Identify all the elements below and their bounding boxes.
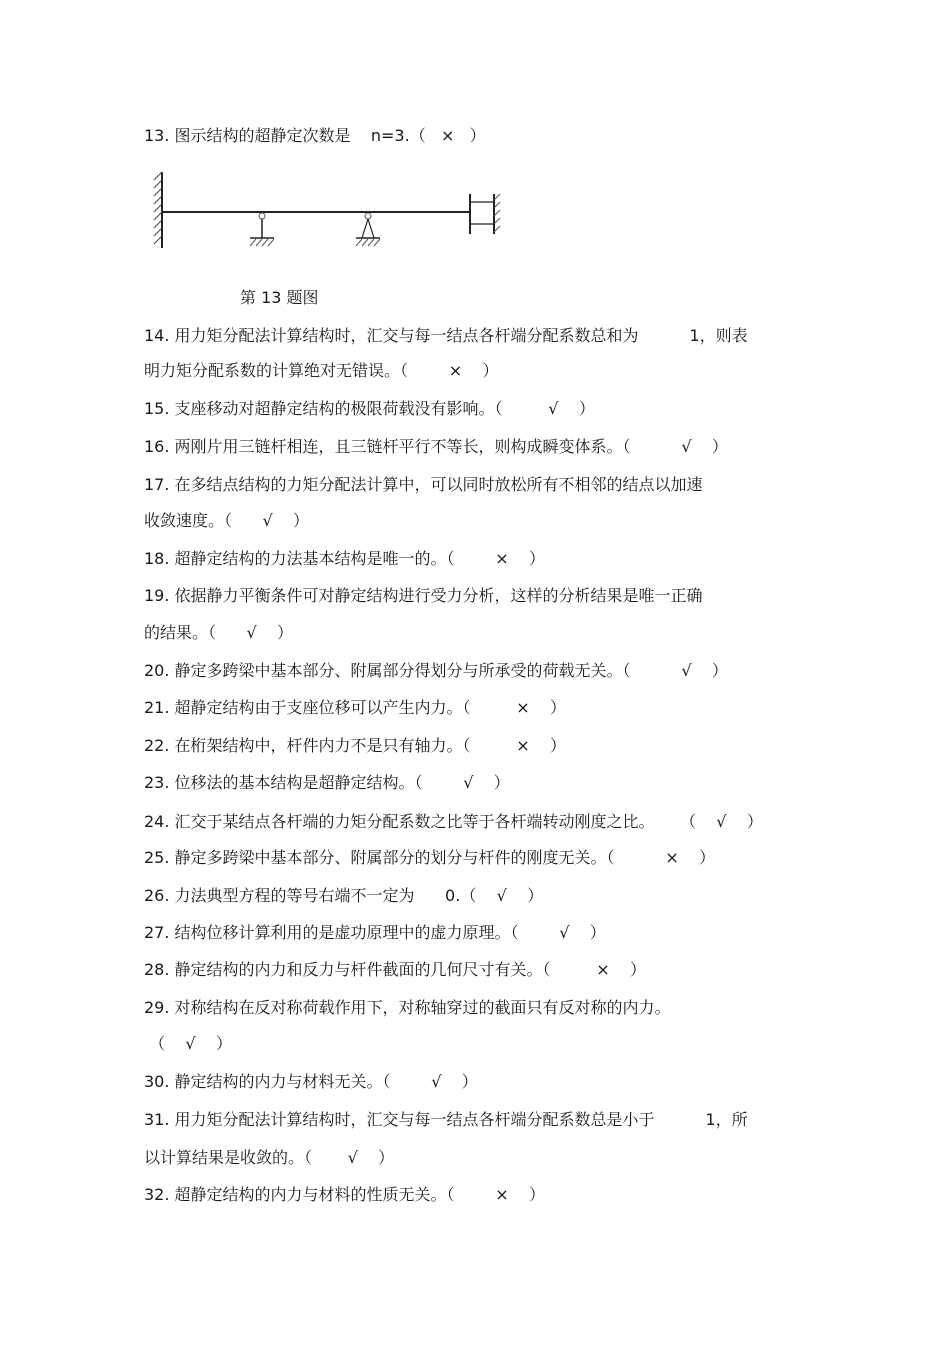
line-2: 15. 支座移动对超静定结构的极限荷载没有影响。（ √ ） [144, 399, 595, 418]
line-10: 21. 超静定结构由于支座位移可以产生内力。（ × ） [144, 698, 567, 717]
beam-diagram-svg [150, 168, 510, 258]
line-0: 14. 用力矩分配法计算结构时，汇交与每一结点各杆端分配系数总和为 1，则表 [144, 326, 748, 345]
line-17: 28. 静定结构的内力和反力与杆件截面的几何尺寸有关。（ × ） [144, 960, 647, 979]
line-7: 19. 依据静力平衡条件可对静定结构进行受力分析，这样的分析结果是唯一正确 [144, 586, 703, 605]
pin-support-2 [356, 213, 380, 246]
line-1: 明力矩分配系数的计算绝对无错误。（ × ） [144, 361, 499, 380]
line-6: 18. 超静定结构的力法基本结构是唯一的。（ × ） [144, 549, 545, 568]
beam-diagram [150, 168, 510, 258]
line-22: 以计算结果是收敛的。（ √ ） [144, 1148, 395, 1167]
pin-support-1 [250, 213, 274, 246]
line-21: 31. 用力矩分配法计算结构时，汇交与每一结点各杆端分配系数总是小于 1，所 [144, 1110, 748, 1129]
line-12: 23. 位移法的基本结构是超静定结构。（ √ ） [144, 773, 510, 792]
line-16: 27. 结构位移计算利用的是虚功原理中的虚力原理。（ √ ） [144, 923, 606, 942]
line-3: 16. 两刚片用三链杆相连，且三链杆平行不等长，则构成瞬变体系。（ √ ） [144, 437, 728, 456]
line-13: 24. 汇交于某结点各杆端的力矩分配系数之比等于各杆端转动刚度之比。 （ √ ） [144, 812, 763, 831]
line-18: 29. 对称结构在反对称荷载作用下，对称轴穿过的截面只有反对称的内力。 [144, 998, 671, 1017]
line-11: 22. 在桁架结构中，杆件内力不是只有轴力。（ × ） [144, 736, 567, 755]
question-13: 13. 图示结构的超静定次数是 n=3.（ × ） [144, 126, 486, 145]
line-19: （ √ ） [144, 1034, 232, 1053]
line-23: 32. 超静定结构的内力与材料的性质无关。（ × ） [144, 1185, 545, 1204]
line-5: 收敛速度。（ √ ） [144, 511, 310, 530]
line-9: 20. 静定多跨梁中基本部分、附属部分得划分与所承受的荷载无关。（ √ ） [144, 661, 728, 680]
right-guided-support [470, 194, 500, 234]
figure-caption: 第 13 题图 [240, 288, 319, 307]
line-15: 26. 力法典型方程的等号右端不一定为 0.（ √ ） [144, 886, 544, 905]
left-hatching [154, 172, 162, 244]
line-4: 17. 在多结点结构的力矩分配法计算中，可以同时放松所有不相邻的结点以加速 [144, 475, 703, 494]
line-14: 25. 静定多跨梁中基本部分、附属部分的划分与杆件的刚度无关。（ × ） [144, 848, 716, 867]
line-20: 30. 静定结构的内力与材料无关。（ √ ） [144, 1072, 478, 1091]
line-8: 的结果。（ √ ） [144, 623, 294, 642]
